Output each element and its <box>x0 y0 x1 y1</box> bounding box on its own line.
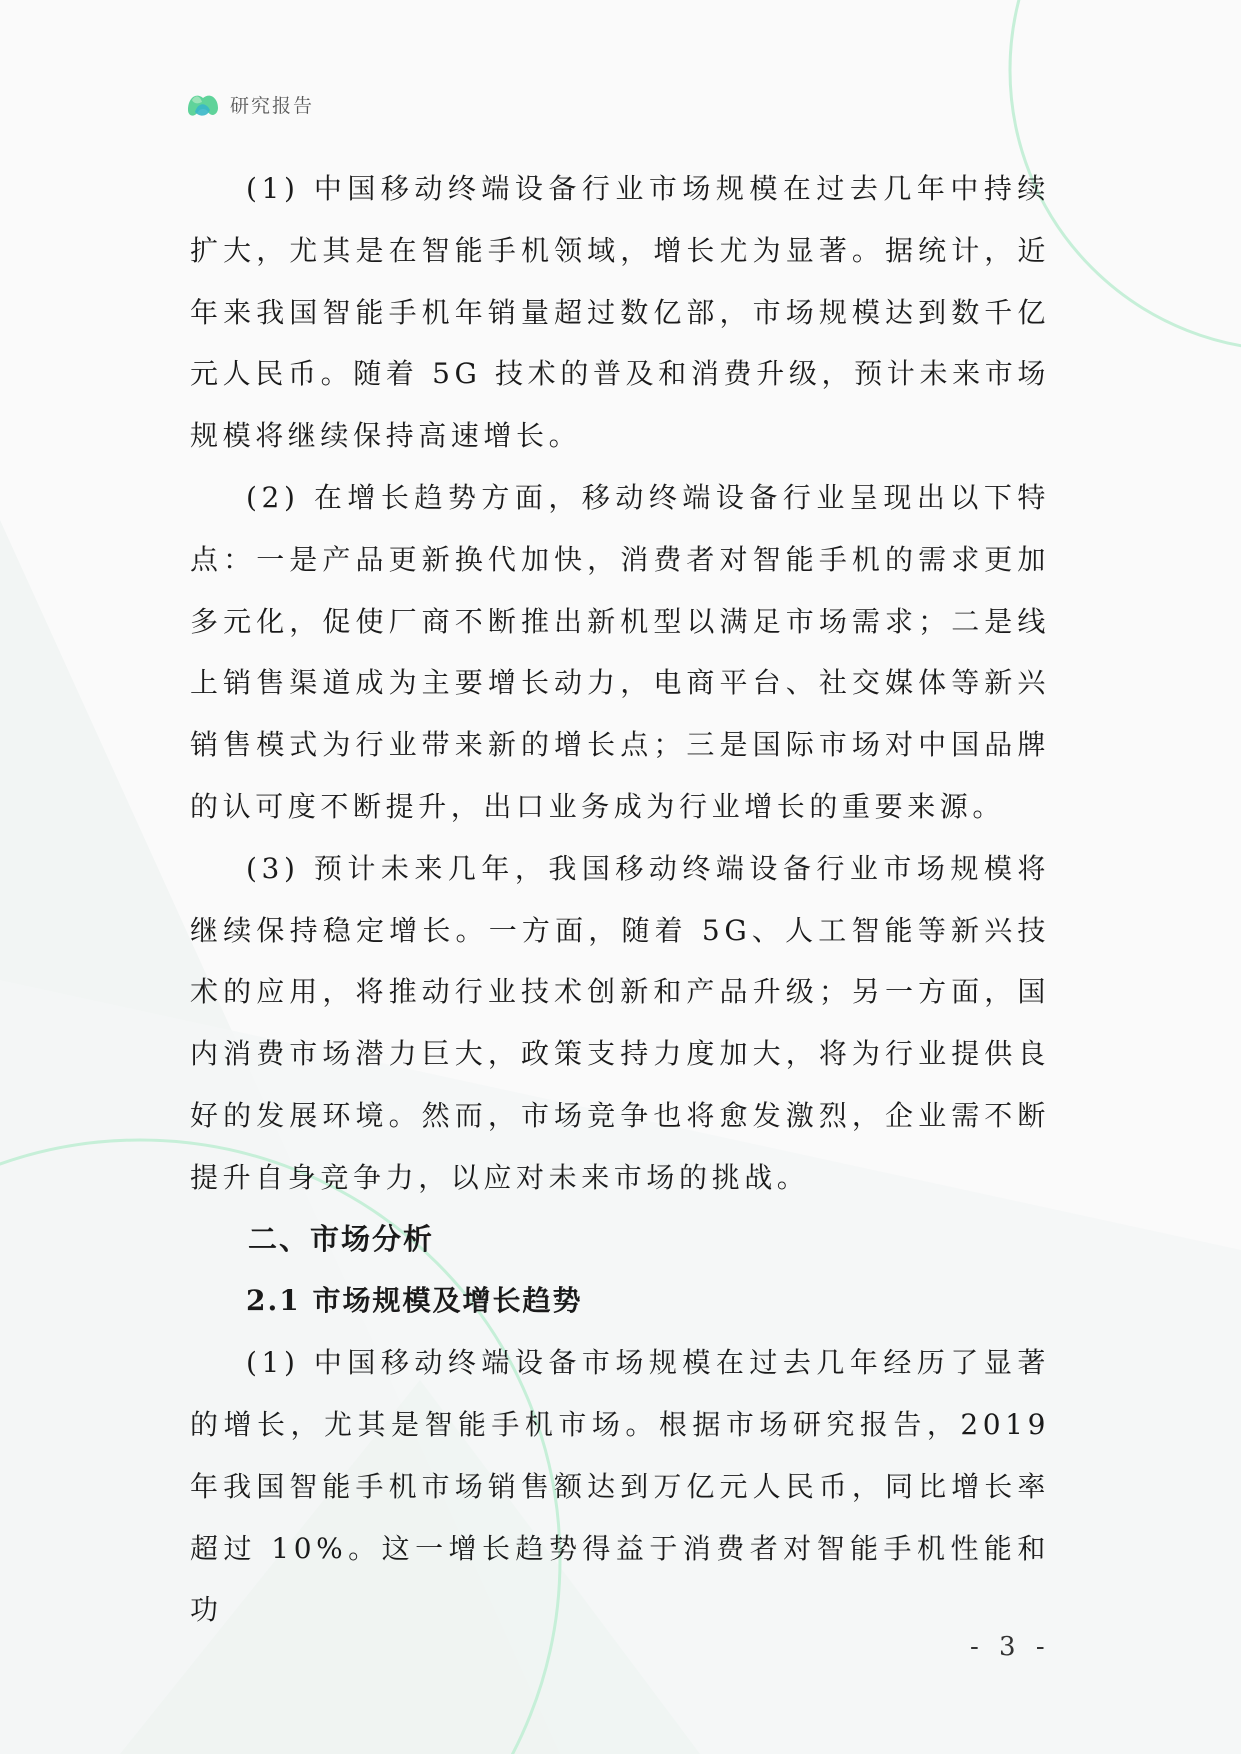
paragraph: (1) 中国移动终端设备行业市场规模在过去几年中持续扩大，尤其是在智能手机领域，增长尤为显著。据统计，近年来我国智能手机年销量超过数亿部，市场规模达到数千亿元人民币。随着 5G 技术的普及和消费升级，预计未来市场规模将继续保持高速增长。 <box>190 172 1050 453</box>
document-body <box>190 158 1050 1641</box>
paragraph: (3) 预计未来几年，我国移动终端设备行业市场规模将继续保持稳定增长。一方面，随着 5G、人工智能等新兴技术的应用，将推动行业技术创新和产品升级；另一方面，国内消费市场潜力巨大，政策支持力度加大，将为行业提供良好的发展环境。然而，市场竞争也将愈发激烈，企业需不断提升自身竞争力，以应对未来市场的挑战。 <box>190 851 1050 1194</box>
page-header <box>186 88 314 120</box>
paragraph: (2) 在增长趋势方面，移动终端设备行业呈现出以下特点：一是产品更新换代加快，消费者对智能手机的需求更加多元化，促使厂商不断推出新机型以满足市场需求；二是线上销售渠道成为主要增长动力，电商平台、社交媒体等新兴销售模式为行业带来新的增长点；三是国际市场对中国品牌的认可度不断提升，出口业务成为行业增长的重要来源。 <box>190 480 1050 823</box>
page-number: - 3 - <box>970 1632 1051 1662</box>
report-logo-icon <box>186 88 220 120</box>
subsection-heading: 2.1 市场规模及增长趋势 <box>246 1284 583 1318</box>
header-title: 研究报告 <box>230 94 315 117</box>
paragraph: (1) 中国移动终端设备市场规模在过去几年经历了显著的增长，尤其是智能手机市场。根据市场研究报告，2019 年我国智能手机市场销售额达到万亿元人民币，同比增长率超过 10%。这一增长趋势得益于消费者对智能手机性能和功 <box>190 1346 1050 1627</box>
section-heading: 二、市场分析 <box>248 1221 435 1256</box>
